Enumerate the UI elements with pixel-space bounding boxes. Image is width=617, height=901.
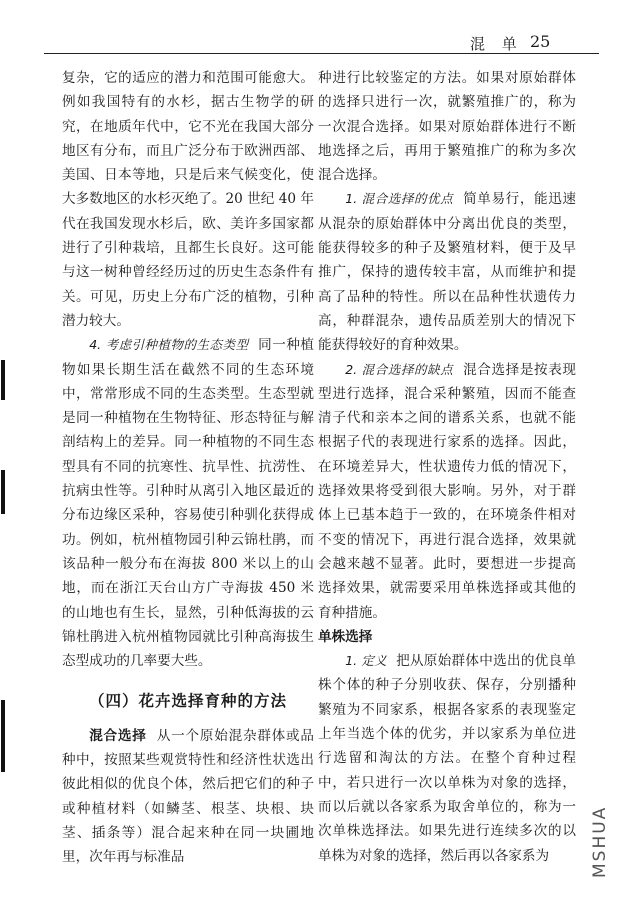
header-rule bbox=[44, 53, 599, 54]
paragraph-ecotype bbox=[62, 333, 314, 673]
run-in-heading-ecotype: 4. 考虑引种植物的生态类型 bbox=[89, 337, 249, 353]
left-column bbox=[62, 66, 314, 870]
page-header bbox=[0, 0, 617, 60]
term-mixed-selection: 混合选择 bbox=[89, 727, 147, 744]
scan-edge-mark bbox=[1, 360, 5, 400]
paragraph-mixed-selection bbox=[62, 724, 314, 870]
section-heading: （四）花卉选择育种的方法 bbox=[88, 692, 287, 711]
scan-edge-mark bbox=[1, 470, 5, 514]
running-head-title: 混 单 bbox=[470, 35, 523, 53]
watermark: MSHUA bbox=[590, 805, 610, 878]
paragraph-mixed-selection-text: 从一个原始混杂群体或品种中，按照某些观赏特性和经济性状选出彼此相似的优良个体，然后把它们的种子或种植材料（如鳞茎、根茎、块根、块茎、插条等）混合起来种在同一块圃地里，次年再与标准品 bbox=[62, 727, 314, 866]
paragraph-disadvantages-text: 混合选择是按表现型进行选择，混合采种繁殖，因而不能查清子代和亲本之间的谱系关系，也就不能根据子代的表现进行家系的选择。因此，在环境差异大，性状遗传力低的情况下，选择效果将受到很大影响。另外，对于群体上已基本趋于一致的，在环境条件相对不变的情况下，再进行混合选择，效果就会越来越不显著。此时，要想进一步提高选择效果，就需要采用单株选择或其他的育种措施。 bbox=[318, 361, 576, 621]
right-column bbox=[318, 66, 576, 868]
scan-edge-mark bbox=[1, 700, 5, 772]
subheading-single-plant-selection: 单株选择 bbox=[318, 628, 373, 645]
page-number: 25 bbox=[530, 32, 551, 51]
paragraph-definition bbox=[318, 649, 576, 868]
paragraph-shuishan: 复杂，它的适应的潜力和范围可能愈大。例如我国特有的水杉，据古生物学的研究，在地质年代中，它不光在我国大部分地区有分布，而且广泛分布于欧洲西部、美国、日本等地，只是后来气候变化，使大多数地区的水杉灭绝了。20 世纪 40 年代在我国发现水杉后，欧、美许多国家都进行了引种栽培，且都生长良好。这可能与这一树种曾经经历过的历史生态条件有关。可见，历史上分布广泛的植物，引种潜力较大。 bbox=[62, 70, 314, 329]
paragraph-ecotype-text: 同一种植物如果长期生活在截然不同的生态环境中，常常形成不同的生态类型。生态型就是同一种植物在生物特征、形态特征与解剖结构上的差异。同一种植物的不同生态型具有不同的抗寒性、抗旱性、抗涝性、抗病虫性等。引种时从离引入地区最近的分布边缘区采种，容易使引种驯化获得成功。例如，杭州植物园引种云锦杜鹃，而该品种一般分布在海拔 800 米以上的山地，而在浙江天台山方广寺海拔 450 米的山地也有生长，显然，引种低海拔的云锦杜鹃进入杭州植物园就比引种高海拔生态型成功的几率要大些。 bbox=[62, 337, 314, 670]
run-in-heading-definition: 1. 定义 bbox=[345, 653, 387, 669]
paragraph-disadvantages bbox=[318, 358, 576, 625]
paragraph-continued: 种进行比较鉴定的方法。如果对原始群体的选择只进行一次，就繁殖推广的，称为一次混合选择。如果对原始群体进行不断地选择之后，再用于繁殖推广的称为多次混合选择。 bbox=[318, 70, 576, 184]
run-in-heading-advantages: 1. 混合选择的优点 bbox=[345, 191, 454, 207]
paragraph-advantages bbox=[318, 187, 576, 357]
run-in-heading-disadvantages: 2. 混合选择的缺点 bbox=[345, 361, 454, 377]
paragraph-definition-text: 把从原始群体中选出的优良单株个体的种子分别收获、保存，分别播种繁殖为不同家系，根据各家系的表现鉴定上年当选个体的优劣，并以家系为单位进行选留和淘汰的方法。在整个育种过程中，若只进行一次以单株为对象的选择，而以后就以各家系为取舍单位的，称为一次单株选择法。如果先进行连续多次的以单株为对象的选择，然后再以各家系为 bbox=[318, 653, 576, 864]
paragraph-advantages-text: 简单易行，能迅速从混杂的原始群体中分离出优良的类型，能获得较多的种子及繁殖材料，便于及早推广，保持的遗传较丰富，从而维护和提高了品种的特性。所以在品种性状遗传力高，种群混杂，遗传品质差别大的情况下能获得较好的育种效果。 bbox=[318, 191, 576, 354]
